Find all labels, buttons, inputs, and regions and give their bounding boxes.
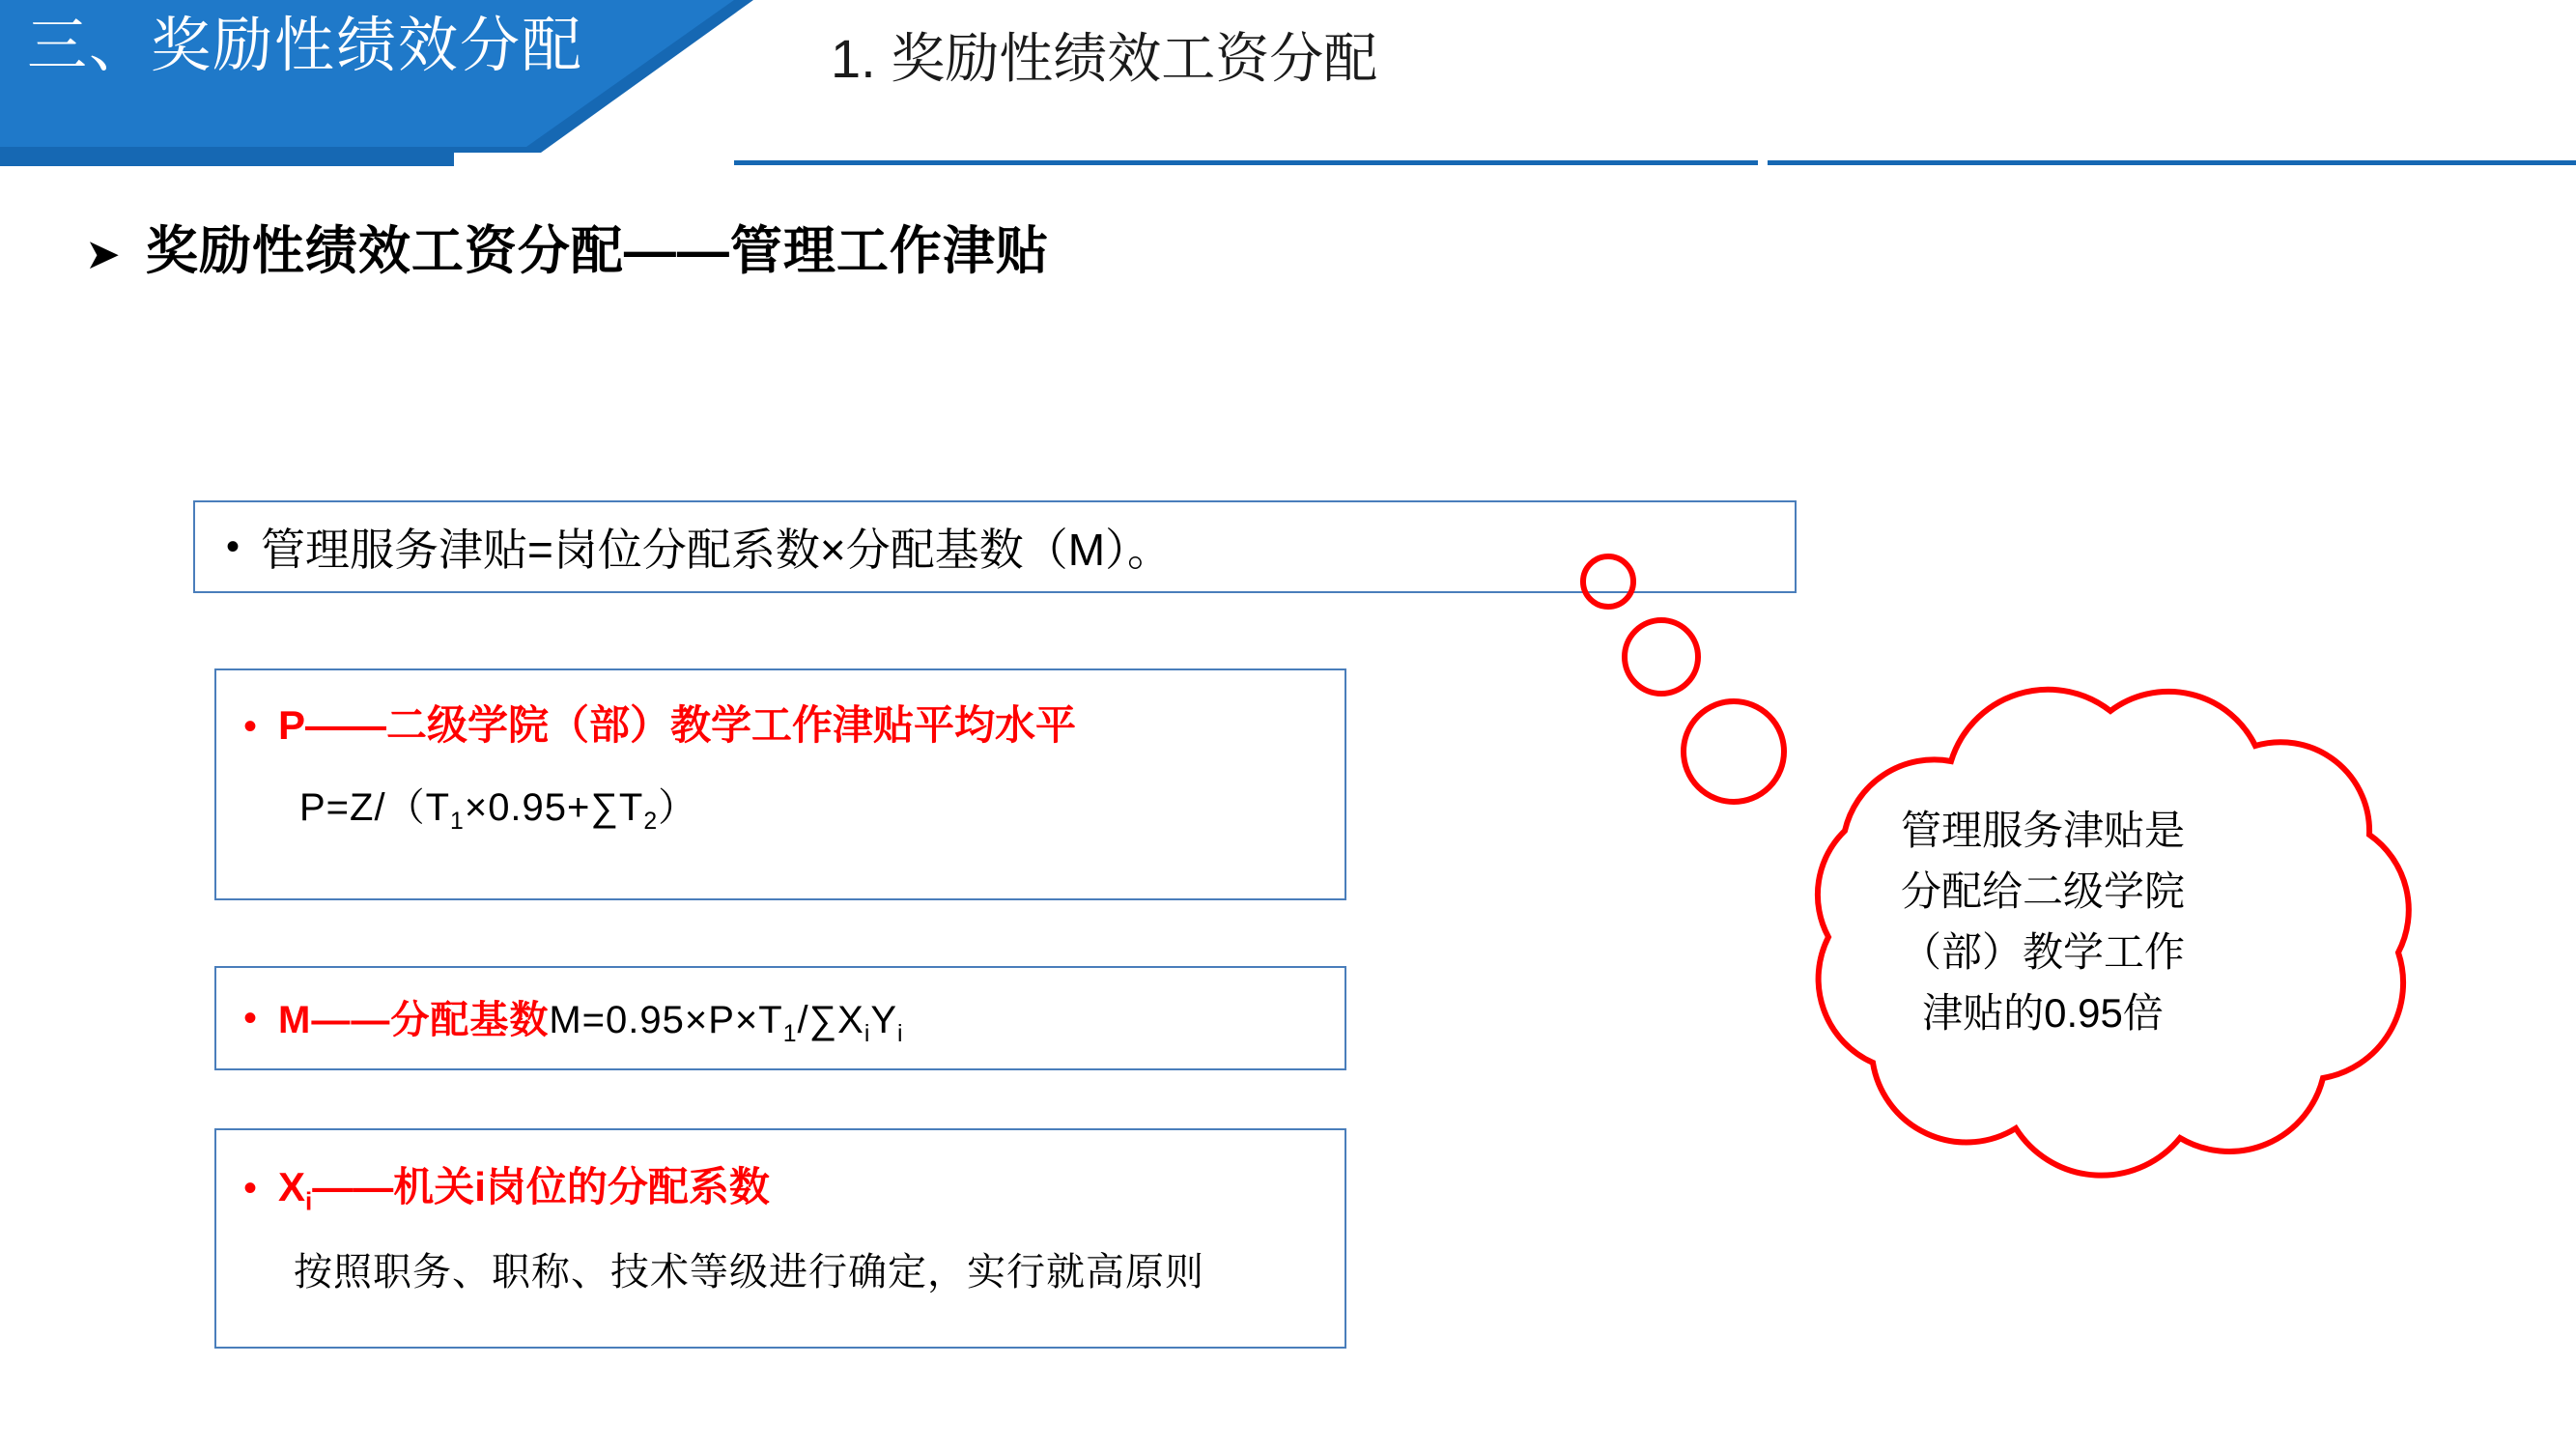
formula-m-expression: M——分配基数$M=0.95\times P\times T_1/\sum X_iY_i$	[278, 998, 904, 1047]
formula-box-m	[214, 966, 1346, 1070]
chevron-bullet-icon: ➤	[85, 231, 121, 278]
bullet-icon: •	[243, 997, 258, 1039]
header-rule-middle	[734, 160, 1758, 165]
section-heading	[85, 220, 1049, 283]
formula-box-xi-line1	[243, 1155, 1345, 1216]
bullet-icon: •	[226, 526, 241, 568]
formula-p-definition: P——二级学院（部）教学工作津贴平均水平	[278, 702, 1077, 748]
formula-box-xi	[214, 1128, 1346, 1349]
header-rule-left	[0, 153, 454, 166]
formula-box-p-line1	[243, 694, 1345, 752]
thought-cloud-text	[1826, 800, 2260, 1043]
thought-cloud-callout	[1555, 541, 2540, 1265]
cloud-line: 管理服务津贴是	[1900, 808, 2185, 853]
header-tab-label: 三、奖励性绩效分配	[27, 13, 584, 79]
formula-xi-note: 按照职务、职称、技术等级进行确定，实行就高原则	[294, 1251, 1204, 1294]
cloud-line: （部）教学工作	[1900, 929, 2185, 975]
section-heading-label: 奖励性绩效工资分配——管理工作津贴	[145, 222, 1049, 280]
cloud-line: 津贴的0.95倍	[1922, 990, 2164, 1036]
formula-xi-definition: $X_i——$机关i岗位的分配系数	[278, 1164, 770, 1216]
formula-box-p	[214, 668, 1346, 900]
slide-header	[0, 0, 2576, 166]
bullet-icon: •	[243, 1167, 258, 1209]
bullet-icon: •	[243, 705, 258, 748]
header-rule-right	[1768, 160, 2576, 165]
page-title: 1. 奖励性绩效工资分配	[831, 28, 1378, 89]
formula-text: 管理服务津贴=岗位分配系数×分配基数（M）。	[261, 525, 1173, 575]
cloud-line: 分配给二级学院	[1900, 868, 2185, 914]
formula-p-expression: $P=Z/(T_1\times 0.95+\sum T_2)$	[299, 786, 698, 835]
